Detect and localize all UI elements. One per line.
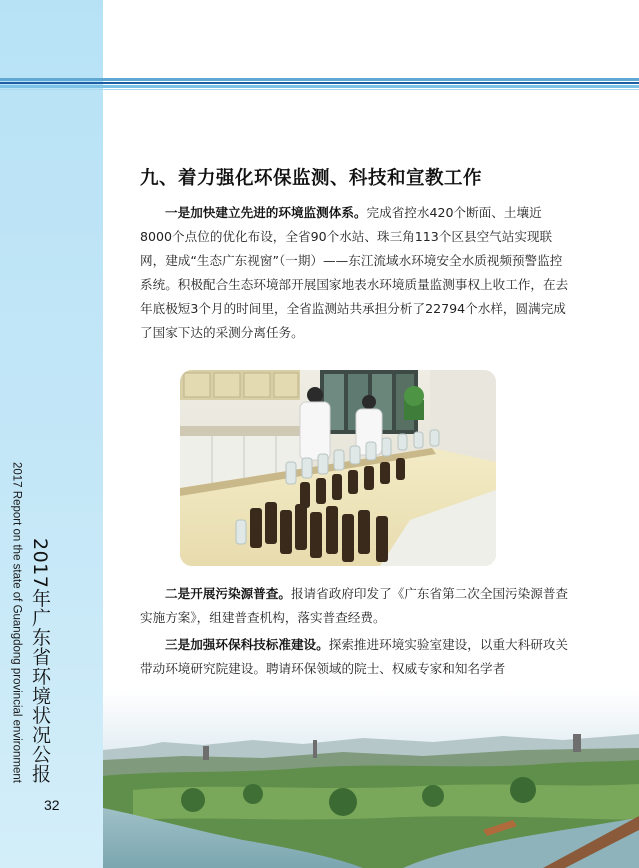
report-title: 2017年广东省环境状况公报 <box>29 538 51 784</box>
paragraph-science-standards <box>140 633 572 681</box>
paragraph-body: 报请省政府印发了《广东省第二次全国污染源普查实施方案》，组建普查机构，落实普查经费。 <box>140 586 568 625</box>
paragraph-pollution-census <box>140 582 572 630</box>
header-stripe <box>0 78 639 92</box>
report-subtitle-en: 2017 Report on the state of Guangdong provincial environment <box>10 462 23 783</box>
paragraph-lead: 二是开展污染源普查。 <box>165 586 291 601</box>
paragraph-lead: 一是加快建立先进的环境监测体系。 <box>165 205 367 220</box>
wetland-park-photo <box>103 690 639 868</box>
paragraph-lead: 三是加强环保科技标准建设。 <box>165 637 329 652</box>
sidebar <box>0 0 103 868</box>
page-number: 32 <box>44 797 60 813</box>
paragraph-body: 完成省控水420个断面、土壤近8000个点位的优化布设，全省90个水站、珠三角113个区县空气站实现联网，建成“生态广东视窗”（一期）——东江流域水环境安全水质视频预警监控系统。积极配合生态环境部开展国家地表水环境质量监测事权上收工作，在去年底极短3个月的时间里，全省监测站共承担分析了22794个水样，圆满完成了国家下达的采测分离任务。 <box>140 205 569 340</box>
paragraph-body: 探索推进环境实验室建设，以重大科研攻关带动环境研究院建设。聘请环保领域的院士、权威专家和知名学者 <box>140 637 568 676</box>
paragraph-monitoring <box>140 201 572 345</box>
lab-photo <box>180 370 496 566</box>
section-heading: 九、着力强化环保监测、科技和宣教工作 <box>140 168 483 189</box>
